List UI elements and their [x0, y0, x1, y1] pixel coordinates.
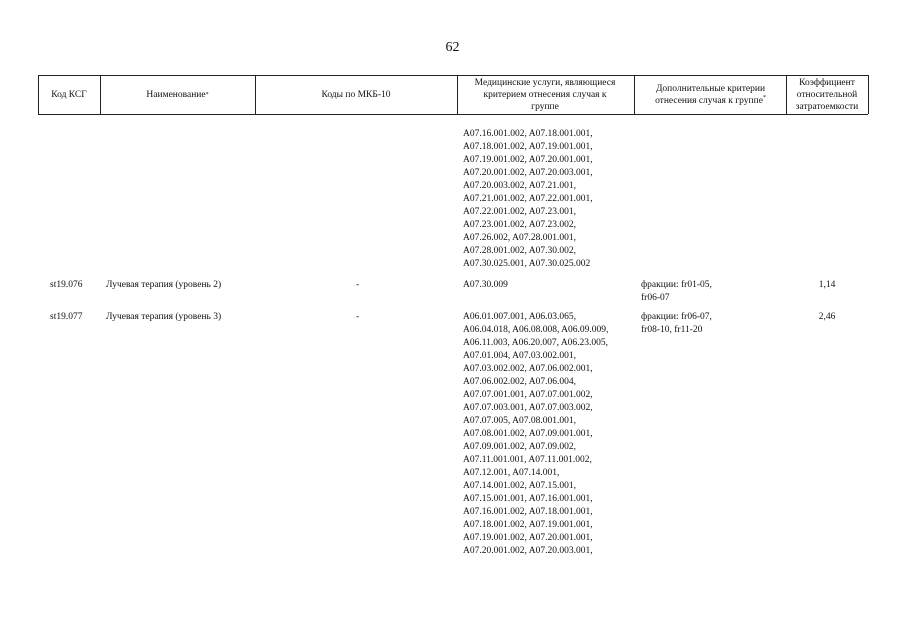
header-code-label: Код КСГ — [51, 89, 87, 100]
row-2-code: st19.077 — [50, 312, 83, 322]
row-1-name: Лучевая терапия (уровень 2) — [106, 280, 222, 290]
row-1-coef: 1,14 — [818, 280, 836, 290]
row-2-criteria: фракции: fr06-07, fr08-10, fr11-20 — [641, 312, 712, 335]
row-2-services: A06.01.007.001, A06.03.065, A06.04.018, A06.08.008, A06.09.009, A06.11.003, A06.20.007, A06.23.005, A07.01.004, A07.03.002.001, A07.03.002.002, A07.06.002.001, A07.06.002.002, A07.06.004, A07.07.001.001, A07.07.001.002, A07.07.003.001, A07.07.003.002, A07.07.005, A07.08.001.001, A07.08.001.002, A07.09.001.001, A07.09.001.002, A07.09.002, A07.11.001.001, A07.11.001.002, A07.12.001, A07.14.001, A07.14.001.002, A07.15.001, A07.15.001.001, A07.16.001.001, A07.16.001.002, A07.18.001.001, A07.18.001.002, A07.19.001.001, A07.19.001.002, A07.20.001.001, A07.20.001.002, A07.20.003.001, — [463, 312, 609, 556]
header-coef-label: Коэффициент относительной затратоемкости — [795, 77, 859, 112]
header-divider — [868, 75, 869, 114]
row-2-name: Лучевая терапия (уровень 3) — [106, 312, 222, 322]
row-1-criteria: фракции: fr01-05, fr06-07 — [641, 280, 712, 303]
header-criteria-footnote-mark: * — [762, 94, 766, 101]
header-name-label: Наименование — [146, 89, 206, 100]
header-mkb — [255, 75, 457, 114]
row-1-services: A07.30.009 — [463, 280, 508, 290]
row-1-code: st19.076 — [50, 280, 83, 290]
header-services-label: Медицинские услуги, являющиеся критерием отнесения случая к группе — [474, 77, 616, 112]
row-2-coef: 2,46 — [818, 312, 836, 322]
header-services — [470, 75, 620, 114]
row-2-mkb: - — [356, 312, 360, 322]
header-divider — [634, 75, 635, 114]
header-name: Наименование * — [146, 89, 209, 100]
header-divider — [786, 75, 787, 114]
header-criteria — [638, 75, 783, 114]
header-criteria-label: Дополнительные критерии отнесения случая к группе — [655, 83, 766, 106]
row-0-services: A07.16.001.002, A07.18.001.001, A07.18.001.002, A07.19.001.001, A07.19.001.002, A07.20.001.001, A07.20.001.002, A07.20.003.001, A07.20.003.002, A07.21.001, A07.21.001.002, A07.22.001.001, A07.22.001.002, A07.23.001, A07.23.001.002, A07.23.002, A07.26.002, A07.28.001.001, A07.28.001.002, A07.30.002, A07.30.025.001, A07.30.025.002 — [463, 129, 593, 269]
table-header-bottom-border — [38, 114, 868, 115]
row-1-mkb: - — [356, 280, 360, 290]
header-coef — [788, 75, 866, 114]
header-code — [38, 75, 100, 114]
header-divider — [457, 75, 458, 114]
page-number: 62 — [445, 40, 460, 55]
header-mkb-label: Коды по МКБ-10 — [321, 89, 391, 100]
